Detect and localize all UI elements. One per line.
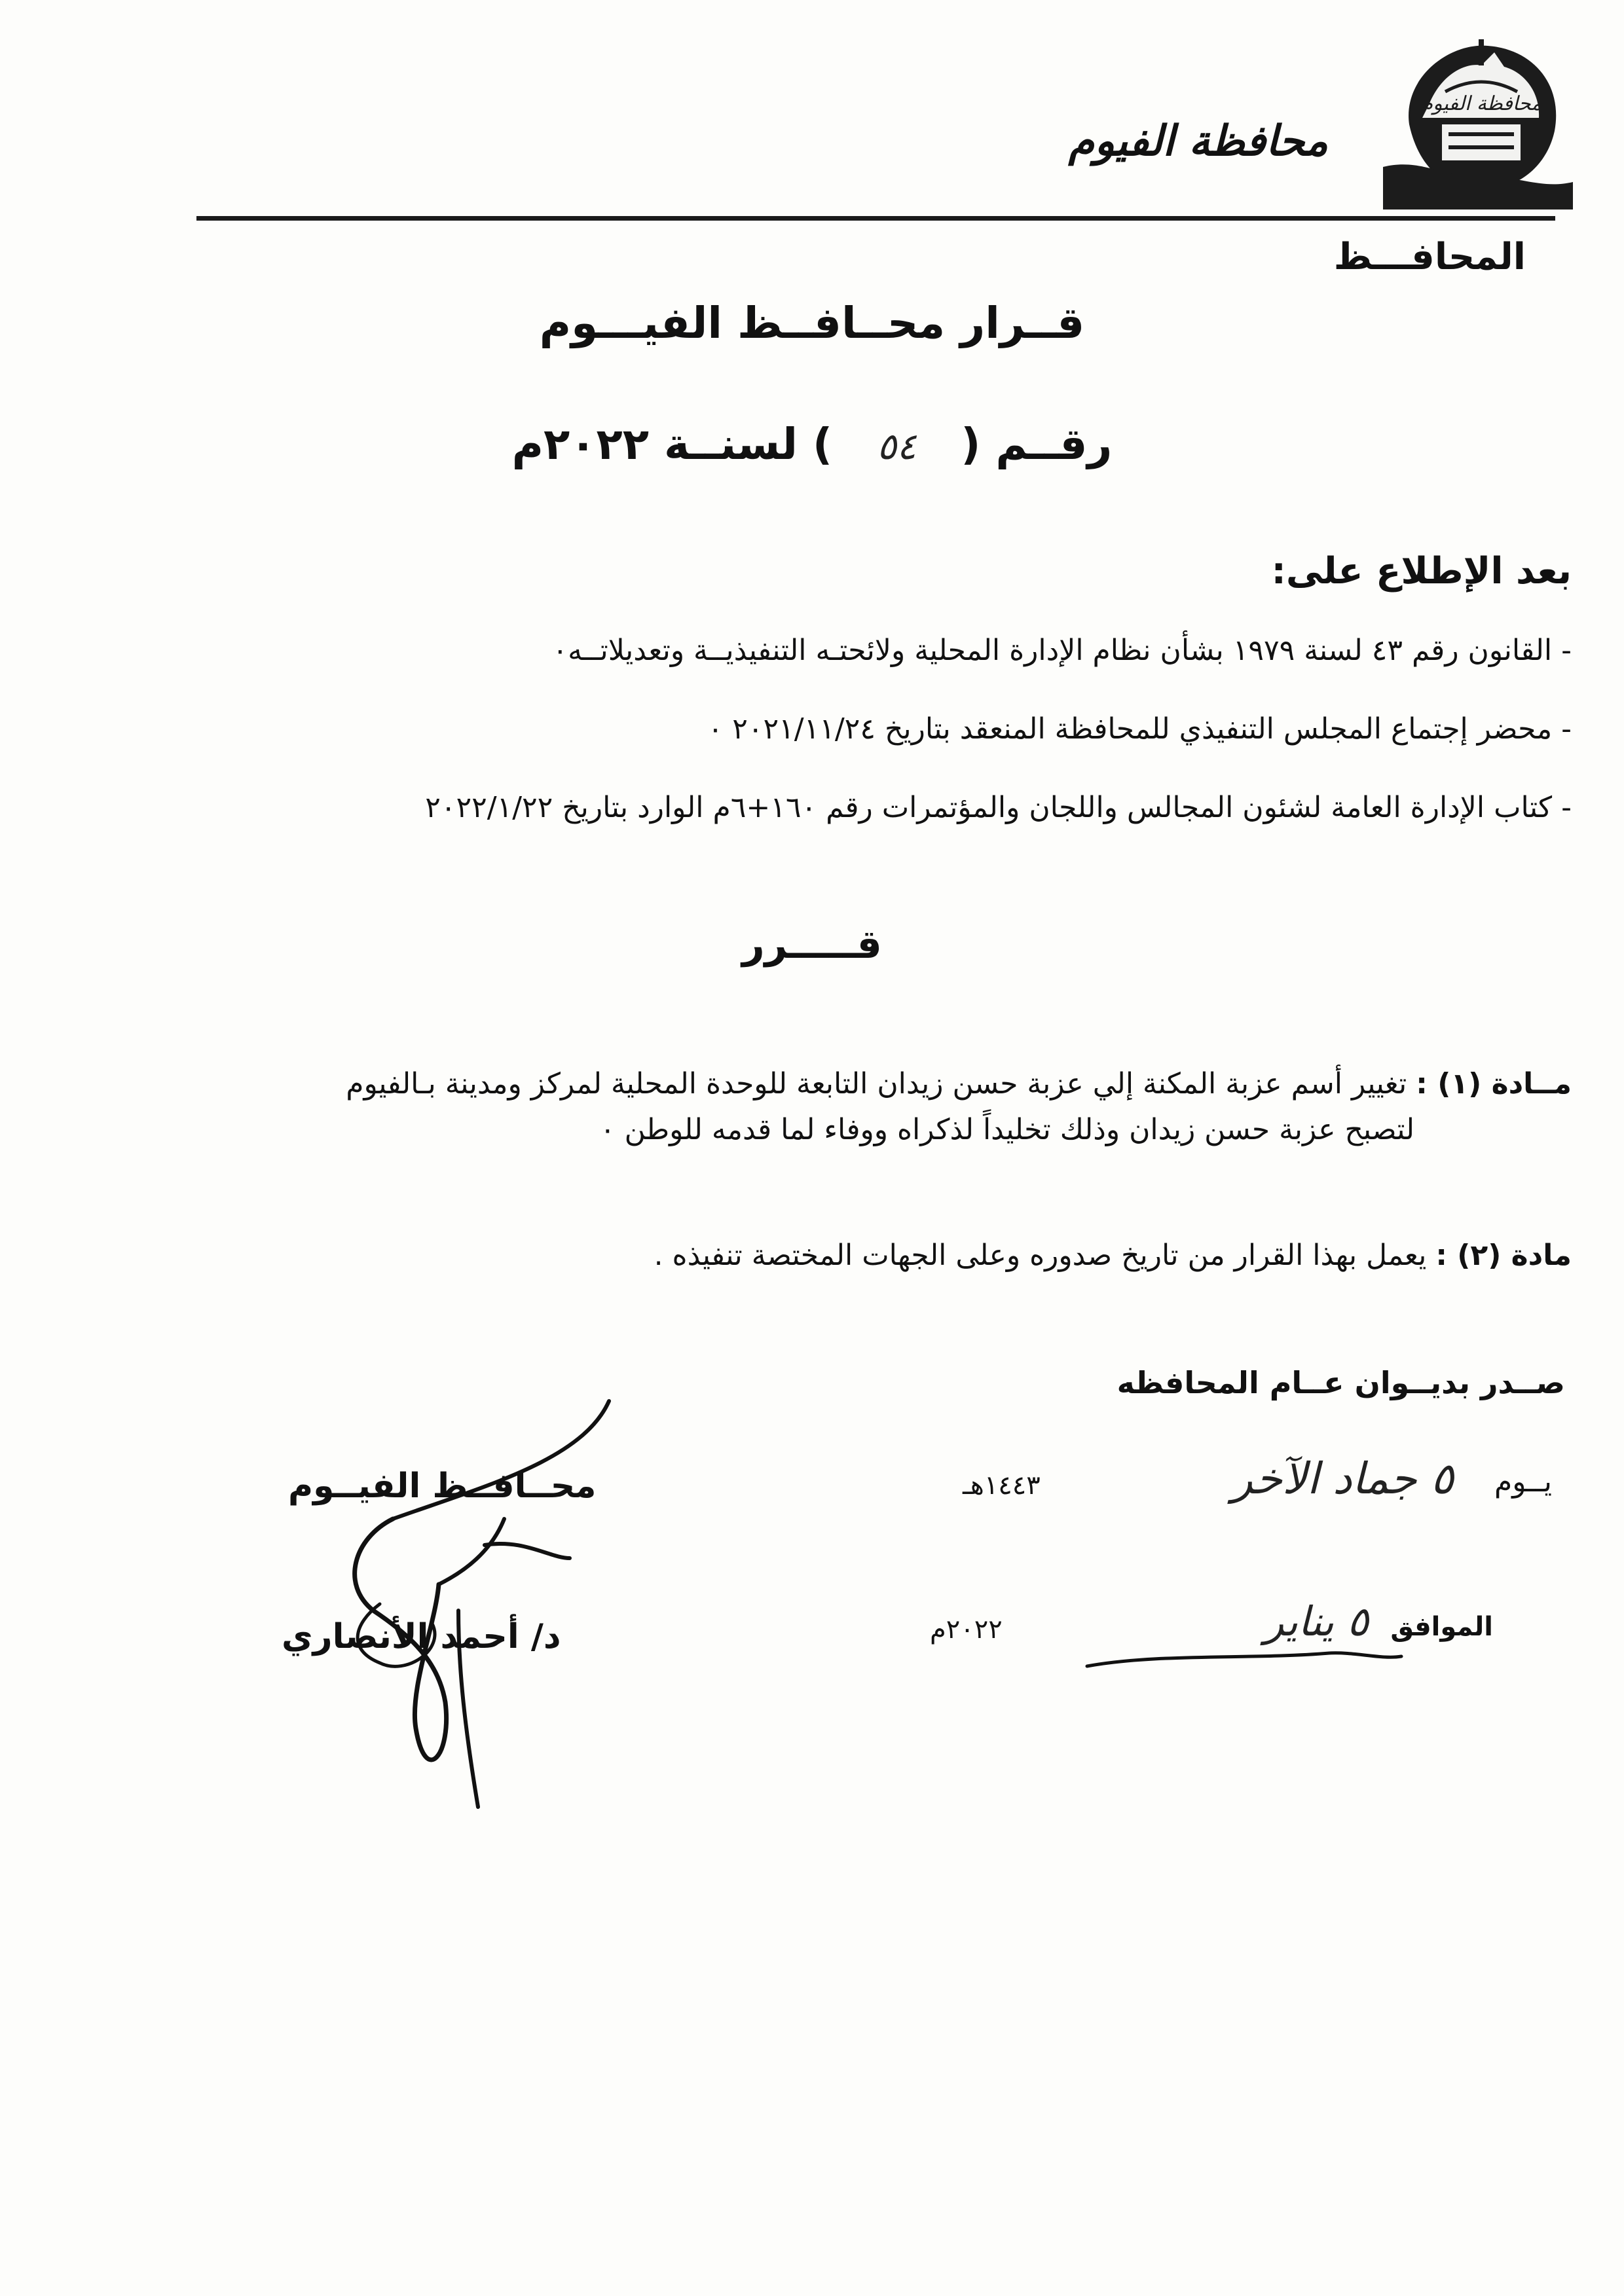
decided-heading: قـــــرر [742, 922, 882, 968]
decree-title: قــرار محــافــظ الفيـــوم [539, 298, 1085, 348]
article-1 [105, 1055, 1572, 1113]
governorate-seal-icon [1383, 26, 1573, 210]
governorate-name: محافظة الفيوم [1068, 117, 1328, 166]
article-1-continuation: لتصبح عزبة حسن زيدان وذلك تخليداً لذكراه ووفاء لما قدمه للوطن ٠ [600, 1113, 1414, 1146]
preamble-item: - القانون رقم ٤٣ لسنة ١٩٧٩ بشأن نظام الإدارة المحلية ولائحتـه التنفيذيــة وتعديلاتــه٠ [552, 634, 1572, 667]
signatory-name: د/ أحمد الأنصاري [282, 1617, 561, 1656]
decree-number-line [0, 419, 1624, 469]
gregorian-handwritten-date: ٥ يناير [1264, 1597, 1369, 1645]
article-2 [654, 1239, 1572, 1272]
hijri-handwritten-date: ٥ جماد الآخر [1231, 1453, 1454, 1504]
signatory-title: محــافــظ الفيــوم [288, 1467, 597, 1506]
office-heading: المحافـــظ [1333, 236, 1526, 278]
gregorian-year: ٢٠٢٢م [930, 1614, 1003, 1645]
hijri-date-row [963, 1453, 1552, 1525]
article-1-text: تغيير أسم عزبة المكنة إلي عزبة حسن زيدان التابعة للوحدة المحلية لمركز ومدينة بـالفيوم [346, 1067, 1407, 1101]
header-rule [196, 216, 1555, 221]
preamble-item: - كتاب الإدارة العامة لشئون المجالس واللجان والمؤتمرات رقم ١٦٠+٦م الوارد بتاريخ ٢٠٢٢/١/٢٢ [425, 791, 1572, 824]
gregorian-prefix: الموافق [1390, 1612, 1493, 1642]
decree-number-prefix: رقــم ( [961, 419, 1113, 469]
preamble-item: - محضر إجتماع المجلس التنفيذي للمحافظة المنعقد بتاريخ ٢٠٢١/١١/٢٤ ٠ [707, 712, 1572, 746]
handwritten-signature-icon [275, 1388, 642, 1813]
article-2-label: مادة (٢) : [1435, 1239, 1572, 1272]
article-2-text: يعمل بهذا القرار من تاريخ صدوره وعلى الجهات المختصة تنفيذه . [654, 1239, 1427, 1272]
article-1-label: مــادة (١) : [1416, 1067, 1572, 1101]
logo-lettering: محافظة الفيوم [1420, 92, 1542, 115]
decree-number-suffix: ) لسنــة ٢٠٢٢م [511, 419, 833, 469]
decree-number: ٥٤ [877, 426, 917, 468]
date-underline-icon [1080, 1640, 1408, 1679]
hijri-year: ١٤٤٣هـ [963, 1470, 1041, 1501]
preamble-heading: بعد الإطلاع على: [1271, 550, 1572, 592]
hijri-prefix: يــوم [1494, 1465, 1552, 1499]
issued-heading: صــدر بديــوان عــام المحافظه [1116, 1365, 1565, 1400]
